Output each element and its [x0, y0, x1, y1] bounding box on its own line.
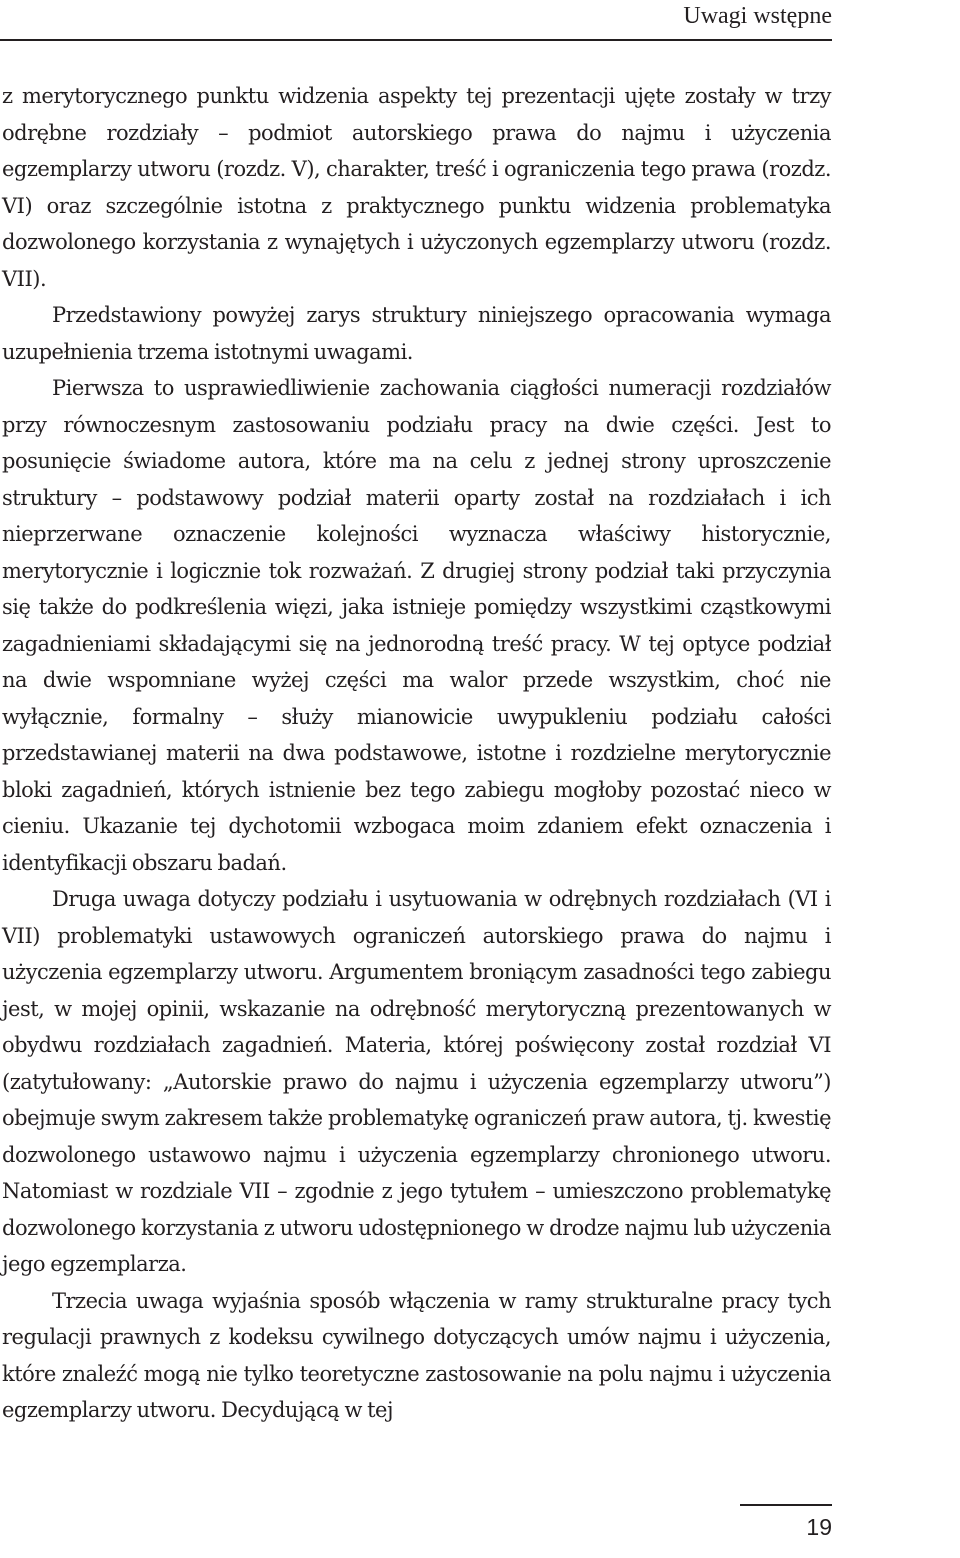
page-number: 19: [806, 1514, 832, 1540]
paragraph-continuation: z merytorycznego punktu widzenia aspekty tej prezentacji ujęte zostały w trzy odrębne rozdziały – podmiot autorskiego prawa do najmu i użyczenia egzemplarzy utworu (rozdz. V), charakter, treść i ograniczenia tego prawa (rozdz. VI) oraz szczególnie istotna z praktycznego punktu widzenia problematyka dozwolonego korzystania z wynajętych i użyczonych egzemplarzy utworu (rozdz. VII).: [2, 84, 831, 291]
paragraph-second-remark: Druga uwaga dotyczy podziału i usytuowania w odrębnych rozdziałach (VI i VII) problematyki ustawowych ograniczeń autorskiego prawa do najmu i użyczenia egzemplarzy utworu. Argumentem broniącym zasadności tego zabiegu jest, w mojej opinii, wskazanie na odrębność merytoryczną prezentowanych w obydwu rozdziałach zagadnień. Materia, której poświęcony został rozdział VI (zatytułowany: „Autorskie prawo do najmu i użyczenia egzemplarzy utworu”) obejmuje swym zakresem także problematykę ograniczeń praw autora, tj. kwestię dozwolonego ustawowo najmu i użyczenia egzemplarzy chronionego utworu. Natomiast w rozdziale VII – zgodnie z jego tytułem – umieszczono problematykę dozwolonego korzystania z utworu udostępnionego w drodze najmu lub użyczenia jego egzemplarza.: [2, 887, 831, 1276]
footer-rule: [740, 1504, 832, 1506]
running-header: Uwagi wstępne: [683, 3, 832, 29]
body-text: [2, 78, 831, 1429]
paragraph-intro-remarks: Przedstawiony powyżej zarys struktury niniejszego opracowania wymaga uzupełnienia trzema istotnymi uwagami.: [2, 303, 831, 364]
header-rule: [0, 39, 832, 41]
paragraph-first-remark: Pierwsza to usprawiedliwienie zachowania ciągłości numeracji rozdziałów przy równoczesnym zastosowaniu podziału pracy na dwie części. Jest to posunięcie świadome autora, które ma na celu z jednej strony uproszczenie struktury – podstawowy podział materii oparty został na rozdziałach i ich nieprzerwane oznaczenie kolejności wyznacza właściwy historycznie, merytorycznie i logicznie tok rozważań. Z drugiej strony podział taki przyczynia się także do podkreślenia więzi, jaka istnieje pomiędzy wszystkimi cząstkowymi zagadnieniami składającymi się na jednorodną treść pracy. W tej optyce podział na dwie wspomniane wyżej części ma walor przede wszystkim, choć nie wyłącznie, formalny – służy mianowicie uwypukleniu podziału całości przedstawianej materii na dwa podstawowe, istotne i rozdzielne merytorycznie bloki zagadnień, których istnienie bez tego zabiegu mogłoby pozostać nieco w cieniu. Ukazanie tej dychotomii wzbogaca moim zdaniem efekt oznaczenia i identyfikacji obszaru badań.: [2, 376, 831, 875]
paragraph-third-remark: Trzecia uwaga wyjaśnia sposób włączenia w ramy strukturalne pracy tych regulacji prawnych z kodeksu cywilnego dotyczących umów najmu i użyczenia, które znaleźć mogą nie tylko teoretyczne zastosowanie na polu najmu i użyczenia egzemplarzy utworu. Decydującą w tej: [2, 1288, 831, 1422]
